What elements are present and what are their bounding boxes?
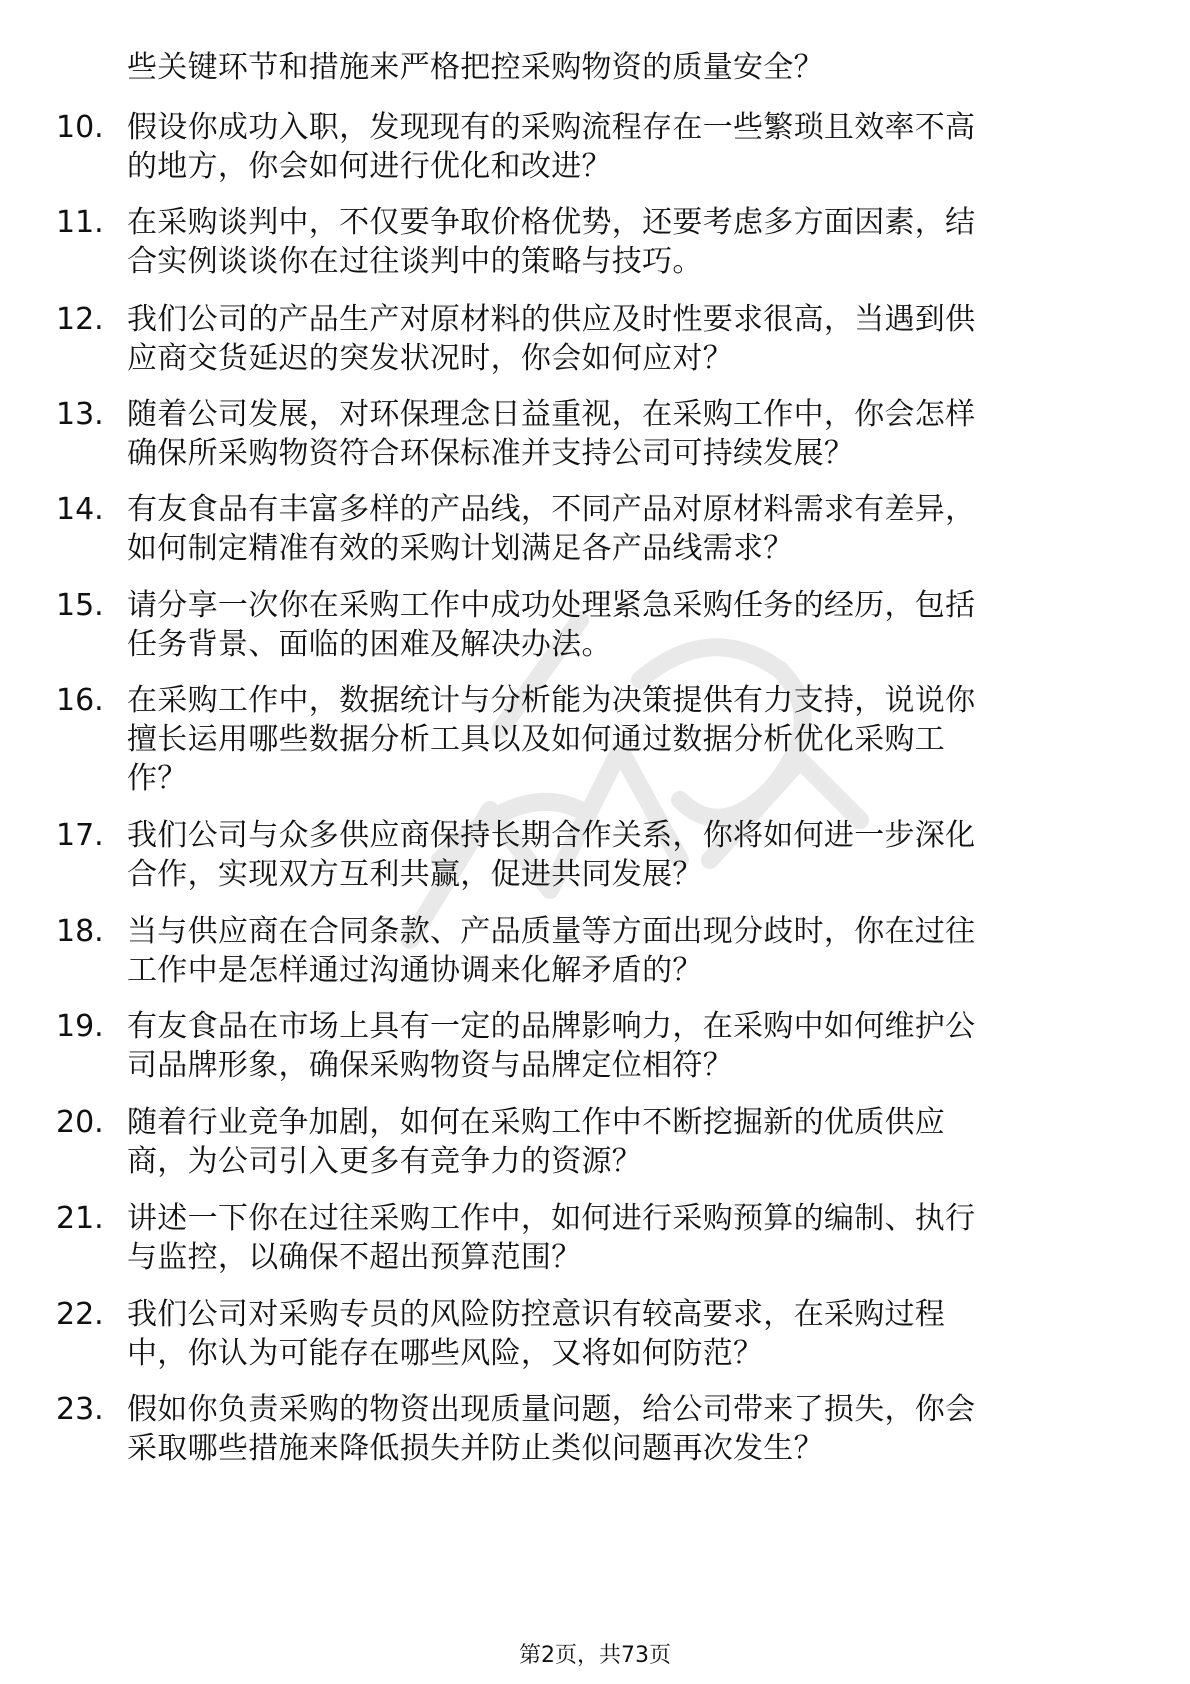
question-text-line: 随着公司发展，对环保理念日益重视，在采购工作中，你会怎样 xyxy=(127,397,976,432)
question-text-line: 我们公司对采购专员的风险防控意识有较高要求，在采购过程 xyxy=(127,1297,946,1332)
question-number: 11. xyxy=(56,205,104,240)
question-text-line: 擅长运用哪些数据分析工具以及如何通过数据分析优化采购工 xyxy=(127,722,946,757)
question-number: 18. xyxy=(56,914,104,949)
question-number: 10. xyxy=(56,110,104,145)
question-text-line: 合作，实现双方互利共赢，促进共同发展？ xyxy=(127,857,703,892)
question-number: 14. xyxy=(56,492,104,527)
question-text-line: 合实例谈谈你在过往谈判中的策略与技巧。 xyxy=(127,244,703,279)
question-text-line: 假设你成功入职，发现现有的采购流程存在一些繁琐且效率不高 xyxy=(127,110,976,145)
question-number: 23. xyxy=(56,1392,104,1427)
question-number: 19. xyxy=(56,1009,104,1044)
question-text-line: 应商交货延迟的突发状况时，你会如何应对？ xyxy=(127,341,733,376)
question-number: 22. xyxy=(56,1297,104,1332)
question-number: 21. xyxy=(56,1201,104,1236)
question-text-line: 些关键环节和措施来严格把控采购物资的质量安全？ xyxy=(127,50,824,85)
question-text-line: 有友食品在市场上具有一定的品牌影响力，在采购中如何维护公 xyxy=(127,1009,976,1044)
question-text-line: 我们公司的产品生产对原材料的供应及时性要求很高，当遇到供 xyxy=(127,302,976,337)
question-text-line: 作？ xyxy=(127,761,188,796)
question-number: 15. xyxy=(56,588,104,623)
question-text-line: 任务背景、面临的困难及解决办法。 xyxy=(127,627,612,662)
question-text-line: 如何制定精准有效的采购计划满足各产品线需求？ xyxy=(127,531,794,566)
question-number: 16. xyxy=(56,683,104,718)
question-number: 17. xyxy=(56,818,104,853)
question-text-line: 工作中是怎样通过沟通协调来化解矛盾的？ xyxy=(127,953,703,988)
question-number: 12. xyxy=(56,302,104,337)
question-text-line: 司品牌形象，确保采购物资与品牌定位相符？ xyxy=(127,1048,733,1083)
question-text-line: 在采购谈判中，不仅要争取价格优势，还要考虑多方面因素，结 xyxy=(127,205,976,240)
question-text-line: 当与供应商在合同条款、产品质量等方面出现分歧时，你在过往 xyxy=(127,914,976,949)
question-number: 13. xyxy=(56,397,104,432)
question-text-line: 采取哪些措施来降低损失并防止类似问题再次发生？ xyxy=(127,1431,824,1466)
question-text-line: 有友食品有丰富多样的产品线，不同产品对原材料需求有差异， xyxy=(127,492,976,527)
question-text-line: 讲述一下你在过往采购工作中，如何进行采购预算的编制、执行 xyxy=(127,1201,976,1236)
question-text-line: 的地方，你会如何进行优化和改进？ xyxy=(127,149,612,184)
question-text-line: 在采购工作中，数据统计与分析能为决策提供有力支持，说说你 xyxy=(127,683,976,718)
question-text-line: 确保所采购物资符合环保标准并支持公司可持续发展？ xyxy=(127,436,855,471)
question-text-line: 随着行业竞争加剧，如何在采购工作中不断挖掘新的优质供应 xyxy=(127,1105,946,1140)
question-text-line: 请分享一次你在采购工作中成功处理紧急采购任务的经历，包括 xyxy=(127,588,976,623)
question-number: 20. xyxy=(56,1105,104,1140)
page-number: 第2页，共73页 xyxy=(519,1643,671,1668)
question-text-line: 商，为公司引入更多有竞争力的资源？ xyxy=(127,1144,643,1179)
question-text-line: 与监控，以确保不超出预算范围？ xyxy=(127,1240,582,1275)
question-text-line: 我们公司与众多供应商保持长期合作关系，你将如何进一步深化 xyxy=(127,818,976,853)
question-text-line: 假如你负责采购的物资出现质量问题，给公司带来了损失，你会 xyxy=(127,1392,976,1427)
question-text-line: 中，你认为可能存在哪些风险，又将如何防范？ xyxy=(127,1336,764,1371)
